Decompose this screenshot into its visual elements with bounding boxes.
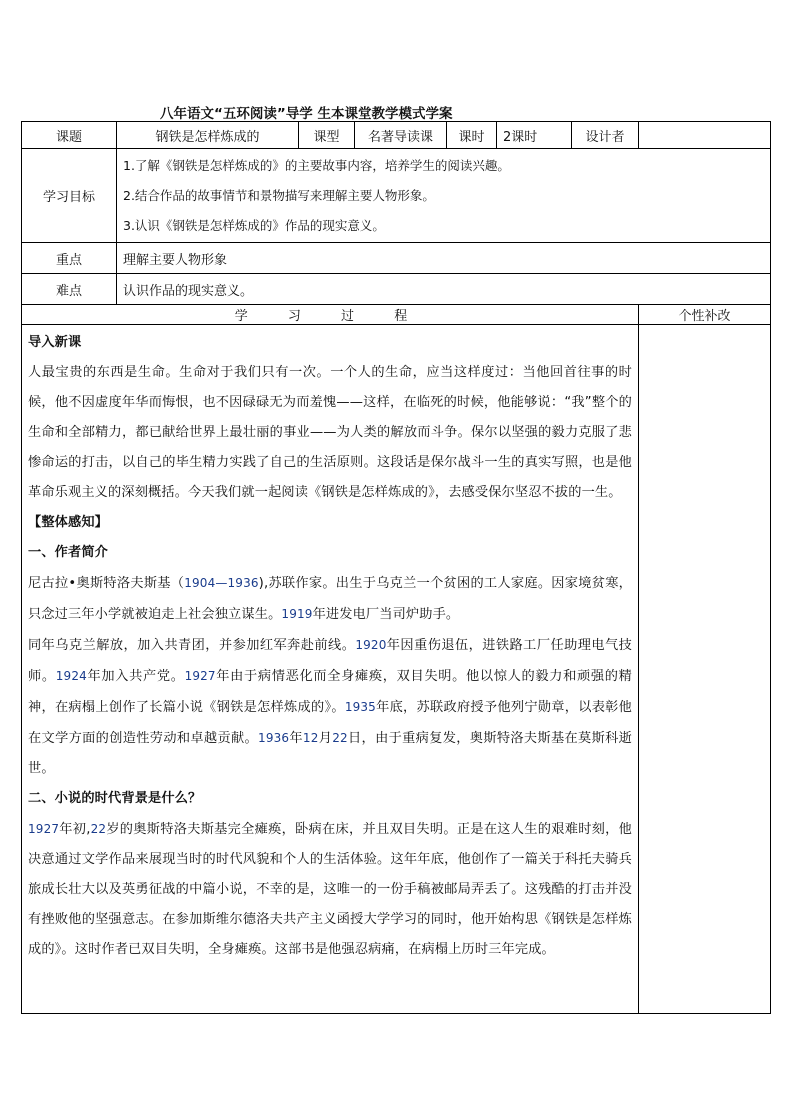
text-run: ),苏联作家。出生于乌克兰一个贫困的工人家庭。因家境贫寒，只念过三年小学就被迫走上社会独立谋生。	[28, 576, 632, 622]
text-run: 日，由于重病复发，奥斯特洛夫斯基在莫斯科逝世。	[28, 731, 632, 776]
goals-row	[22, 149, 771, 243]
text-run: 年加入共产党。	[86, 669, 185, 684]
header-row	[22, 122, 771, 149]
year-run: 1920	[355, 638, 387, 652]
goal-item: 1.了解《钢铁是怎样炼成的》的主要故事内容，培养学生的阅读兴趣。	[123, 157, 510, 173]
personal-notes-cell	[639, 325, 771, 1014]
background-heading: 二、小说的时代背景是什么？	[28, 791, 202, 806]
goals-label: 学习目标	[22, 149, 117, 243]
year-run: 1927	[28, 822, 60, 836]
difficulty-label: 难点	[22, 274, 117, 305]
text-run: 年因重伤退伍，进铁路工厂任助理电气技师。	[28, 638, 632, 684]
type-label: 课型	[299, 122, 355, 149]
process-header-cell	[22, 305, 639, 325]
text-run: 年进发电厂当司炉助手。	[312, 607, 460, 622]
text-run: 同年乌克兰解放，加入共青团，并参加红军奔赴前线。	[28, 638, 356, 653]
goals-list	[117, 149, 771, 243]
focus-row	[22, 243, 771, 274]
designer-value	[639, 122, 771, 149]
text-run: 岁的奥斯特洛夫斯基完全瘫痪，卧病在床，并且双目失明。正是在这人生的艰难时刻，他决意通过文学作品来展现当时的时代风貌和个人的生活体验。这年年底，他创作了一篇关于科托夫骑兵旅成长壮大以及英勇征战的中篇小说，不幸的是，这唯一的一份手稿被邮局弄丢了。这残酷的打击并没有挫败他的坚强意志。在参加斯维尔德洛夫共产主义函授大学学习的同时，他开始构思《钢铁是怎样炼成的》。这时作者已双目失明，全身瘫痪。这部书是他强忍病痛，在病榻上历时三年完成。	[28, 822, 632, 957]
process-header: 学 习 过 程	[234, 309, 426, 324]
text-run: 年由于病情恶化而全身瘫痪，双目失明。他以惊人的毅力和顽强的精神，在病榻上创作了长篇小说《钢铁是怎样炼成的》。	[28, 669, 632, 715]
difficulty-row	[22, 274, 771, 305]
month-run: 12	[302, 731, 319, 745]
text-run: 年	[289, 731, 303, 746]
intro-text: 人最宝贵的东西是生命。生命对于我们只有一次。一个人的生命，应当这样度过：当他回首往事的时候，他不因虚度年华而悔恨，也不因碌碌无为而羞愧——这样，在临死的时候，他能够说：“我”整个的生命和全部精力，都已献给世界上最壮丽的事业——为人类的解放而斗争。保尔以坚强的毅力克服了悲惨命运的打击，以自己的毕生精力实践了自己的生活原则。这段话是保尔战斗一生的真实写照，也是他革命乐观主义的深刻概括。今天我们就一起阅读《钢铁是怎样炼成的》，去感受保尔坚忍不拔的一生。	[28, 365, 632, 500]
author-heading: 一、作者简介	[28, 545, 109, 560]
author-paragraph-1	[28, 568, 632, 630]
process-header-row	[22, 305, 771, 325]
intro-heading: 导入新课	[28, 335, 82, 350]
text-run: 年底，苏联政府授予他列宁勋章，以表彰他在文学方面的创造性劳动和卓越贡献。	[28, 700, 632, 746]
type-value: 名著导读课	[355, 122, 447, 149]
difficulty-value: 认识作品的现实意义。	[117, 274, 771, 305]
focus-label: 重点	[22, 243, 117, 274]
designer-label: 设计者	[572, 122, 639, 149]
goal-item: 3.认识《钢铁是怎样炼成的》作品的现实意义。	[123, 217, 385, 233]
section-heading: 【整体感知】	[28, 515, 109, 530]
text-run: 年初,	[59, 822, 91, 837]
content-cell	[22, 325, 639, 1014]
hours-value: 2课时	[497, 122, 572, 149]
text-run: 月	[318, 731, 333, 746]
topic-label: 课题	[22, 122, 117, 149]
year-run: 1919	[281, 607, 313, 621]
lesson-plan-table	[21, 121, 771, 1014]
year-run: 1936	[258, 731, 290, 745]
year-run: 1935	[344, 700, 376, 714]
content-row	[22, 325, 771, 1014]
year-run: 1927	[184, 669, 216, 683]
years-run: 1904—1936	[184, 576, 259, 590]
background-paragraph	[28, 814, 632, 965]
personal-header: 个性补改	[639, 305, 771, 325]
hours-label: 课时	[447, 122, 497, 149]
focus-value: 理解主要人物形象	[117, 243, 771, 274]
document-title: 八年语文“五环阅读”导学 生本课堂教学模式学案	[160, 106, 453, 122]
day-run: 22	[332, 731, 348, 745]
year-run: 1924	[55, 669, 87, 683]
age-run: 22	[90, 822, 107, 836]
author-paragraph-2	[28, 630, 632, 784]
text-run: 尼古拉•奥斯特洛夫斯基（	[28, 576, 185, 591]
goal-item: 2.结合作品的故事情节和景物描写来理解主要人物形象。	[123, 187, 435, 203]
topic-value: 钢铁是怎样炼成的	[117, 122, 299, 149]
